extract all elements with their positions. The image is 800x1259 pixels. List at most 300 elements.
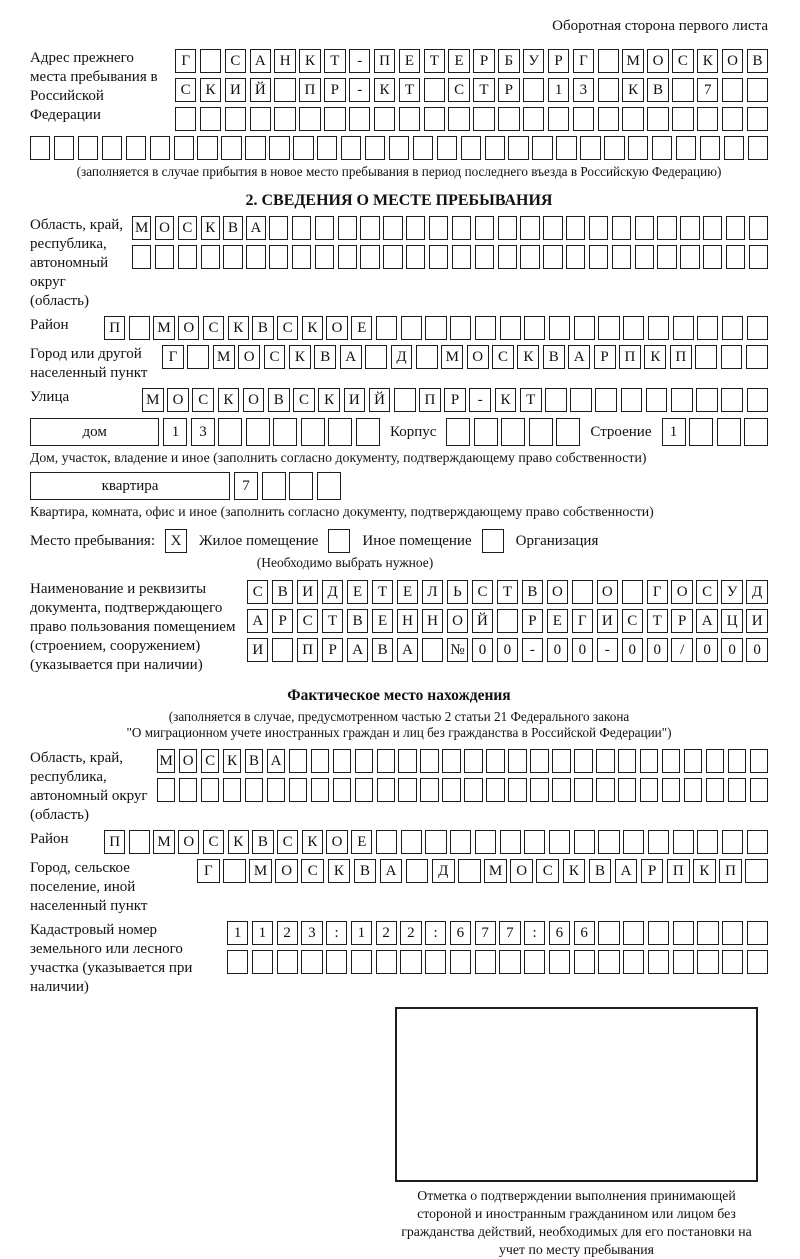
char-cell[interactable]: [524, 950, 545, 974]
char-cell[interactable]: [377, 778, 395, 802]
char-cell[interactable]: [598, 830, 619, 854]
char-cell[interactable]: Н: [422, 609, 443, 633]
char-cell[interactable]: [640, 778, 658, 802]
char-cell[interactable]: [549, 830, 570, 854]
char-cell[interactable]: [622, 580, 643, 604]
char-cell[interactable]: В: [589, 859, 612, 883]
char-cell[interactable]: Б: [498, 49, 519, 73]
char-cell[interactable]: [245, 778, 263, 802]
char-cell[interactable]: [532, 136, 552, 160]
char-cell[interactable]: [628, 136, 648, 160]
district-row[interactable]: [104, 316, 768, 340]
char-cell[interactable]: С: [492, 345, 514, 369]
char-cell[interactable]: [315, 245, 334, 269]
char-cell[interactable]: [673, 830, 694, 854]
char-cell[interactable]: Й: [472, 609, 493, 633]
char-cell[interactable]: [376, 830, 397, 854]
char-cell[interactable]: [221, 136, 241, 160]
char-cell[interactable]: [448, 107, 469, 131]
char-cell[interactable]: [648, 316, 669, 340]
char-cell[interactable]: [523, 78, 544, 102]
char-cell[interactable]: И: [344, 388, 366, 412]
char-cell[interactable]: [746, 345, 768, 369]
checkbox-organization[interactable]: [482, 529, 504, 553]
char-cell[interactable]: П: [299, 78, 320, 102]
char-cell[interactable]: -: [522, 638, 543, 662]
char-cell[interactable]: С: [277, 830, 298, 854]
char-cell[interactable]: [662, 749, 680, 773]
char-cell[interactable]: О: [547, 580, 568, 604]
char-cell[interactable]: 2: [400, 921, 421, 945]
char-cell[interactable]: К: [563, 859, 586, 883]
char-cell[interactable]: М: [441, 345, 463, 369]
char-cell[interactable]: 0: [696, 638, 717, 662]
char-cell[interactable]: П: [104, 830, 125, 854]
char-cell[interactable]: [499, 950, 520, 974]
char-cell[interactable]: С: [192, 388, 214, 412]
char-cell[interactable]: 0: [622, 638, 643, 662]
char-cell[interactable]: О: [178, 830, 199, 854]
char-cell[interactable]: [175, 107, 196, 131]
char-cell[interactable]: [399, 107, 420, 131]
char-cell[interactable]: 1: [227, 921, 248, 945]
char-cell[interactable]: [225, 107, 246, 131]
char-cell[interactable]: [338, 245, 357, 269]
char-cell[interactable]: [696, 388, 718, 412]
char-cell[interactable]: [552, 778, 570, 802]
char-cell[interactable]: 0: [746, 638, 767, 662]
char-cell[interactable]: В: [647, 78, 668, 102]
char-cell[interactable]: 7: [499, 921, 520, 945]
char-cell[interactable]: Н: [397, 609, 418, 633]
char-cell[interactable]: [360, 216, 379, 240]
char-cell[interactable]: Т: [322, 609, 343, 633]
char-cell[interactable]: [574, 950, 595, 974]
char-cell[interactable]: [574, 778, 592, 802]
char-cell[interactable]: [635, 245, 654, 269]
char-cell[interactable]: [623, 950, 644, 974]
char-cell[interactable]: [475, 316, 496, 340]
char-cell[interactable]: Р: [498, 78, 519, 102]
char-cell[interactable]: [598, 950, 619, 974]
char-cell[interactable]: [126, 136, 146, 160]
char-cell[interactable]: [267, 778, 285, 802]
char-cell[interactable]: [652, 136, 672, 160]
char-cell[interactable]: [604, 136, 624, 160]
char-cell[interactable]: [246, 418, 270, 446]
char-cell[interactable]: [750, 749, 768, 773]
char-cell[interactable]: [413, 136, 433, 160]
char-cell[interactable]: С: [297, 609, 318, 633]
char-cell[interactable]: 0: [647, 638, 668, 662]
char-cell[interactable]: В: [268, 388, 290, 412]
char-cell[interactable]: [728, 778, 746, 802]
char-cell[interactable]: [201, 778, 219, 802]
char-cell[interactable]: Г: [647, 580, 668, 604]
char-cell[interactable]: [223, 245, 242, 269]
char-cell[interactable]: 3: [191, 418, 215, 446]
char-cell[interactable]: К: [374, 78, 395, 102]
char-cell[interactable]: [497, 609, 518, 633]
char-cell[interactable]: [317, 136, 337, 160]
char-cell[interactable]: [726, 245, 745, 269]
char-cell[interactable]: -: [349, 78, 370, 102]
char-cell[interactable]: [545, 388, 567, 412]
char-cell[interactable]: [646, 388, 668, 412]
char-cell[interactable]: [703, 216, 722, 240]
char-cell[interactable]: Е: [547, 609, 568, 633]
char-cell[interactable]: [200, 49, 221, 73]
prev-address-row-2[interactable]: [175, 78, 768, 102]
char-cell[interactable]: Е: [372, 609, 393, 633]
char-cell[interactable]: П: [719, 859, 742, 883]
char-cell[interactable]: [697, 830, 718, 854]
char-cell[interactable]: [102, 136, 122, 160]
char-cell[interactable]: 7: [475, 921, 496, 945]
char-cell[interactable]: Т: [399, 78, 420, 102]
char-cell[interactable]: [245, 136, 265, 160]
char-cell[interactable]: [289, 472, 313, 500]
char-cell[interactable]: [452, 216, 471, 240]
prev-address-row-4[interactable]: [30, 136, 768, 160]
char-cell[interactable]: [684, 749, 702, 773]
char-cell[interactable]: [150, 136, 170, 160]
char-cell[interactable]: Е: [351, 316, 372, 340]
char-cell[interactable]: [416, 345, 438, 369]
char-cell[interactable]: [543, 216, 562, 240]
char-cell[interactable]: [227, 950, 248, 974]
char-cell[interactable]: О: [167, 388, 189, 412]
char-cell[interactable]: С: [175, 78, 196, 102]
char-cell[interactable]: К: [200, 78, 221, 102]
char-cell[interactable]: Д: [432, 859, 455, 883]
char-cell[interactable]: [747, 921, 768, 945]
char-cell[interactable]: Т: [647, 609, 668, 633]
char-cell[interactable]: [549, 316, 570, 340]
char-cell[interactable]: [475, 950, 496, 974]
char-cell[interactable]: [365, 345, 387, 369]
char-cell[interactable]: И: [225, 78, 246, 102]
char-cell[interactable]: 0: [572, 638, 593, 662]
char-cell[interactable]: [383, 216, 402, 240]
char-cell[interactable]: [292, 216, 311, 240]
char-cell[interactable]: В: [522, 580, 543, 604]
char-cell[interactable]: №: [447, 638, 468, 662]
char-cell[interactable]: Й: [369, 388, 391, 412]
char-cell[interactable]: :: [326, 921, 347, 945]
char-cell[interactable]: [622, 107, 643, 131]
actual-region-row-1[interactable]: [157, 749, 768, 773]
char-cell[interactable]: [474, 418, 498, 446]
char-cell[interactable]: К: [697, 49, 718, 73]
char-cell[interactable]: М: [153, 316, 174, 340]
char-cell[interactable]: [398, 749, 416, 773]
char-cell[interactable]: [573, 107, 594, 131]
char-cell[interactable]: [356, 418, 380, 446]
char-cell[interactable]: М: [249, 859, 272, 883]
char-cell[interactable]: [333, 749, 351, 773]
char-cell[interactable]: Р: [473, 49, 494, 73]
char-cell[interactable]: П: [619, 345, 641, 369]
char-cell[interactable]: [360, 245, 379, 269]
char-cell[interactable]: [500, 316, 521, 340]
char-cell[interactable]: 0: [472, 638, 493, 662]
char-cell[interactable]: В: [252, 830, 273, 854]
char-cell[interactable]: [508, 136, 528, 160]
char-cell[interactable]: [406, 216, 425, 240]
char-cell[interactable]: [598, 78, 619, 102]
char-cell[interactable]: [250, 107, 271, 131]
char-cell[interactable]: 0: [497, 638, 518, 662]
char-cell[interactable]: Т: [520, 388, 542, 412]
char-cell[interactable]: 6: [450, 921, 471, 945]
char-cell[interactable]: С: [247, 580, 268, 604]
char-cell[interactable]: Д: [391, 345, 413, 369]
char-cell[interactable]: [355, 778, 373, 802]
char-cell[interactable]: С: [696, 580, 717, 604]
char-cell[interactable]: Р: [641, 859, 664, 883]
char-cell[interactable]: [721, 388, 743, 412]
char-cell[interactable]: -: [469, 388, 491, 412]
checkbox-other-premises[interactable]: [328, 529, 350, 553]
char-cell[interactable]: С: [178, 216, 197, 240]
char-cell[interactable]: [424, 107, 445, 131]
char-cell[interactable]: [262, 472, 286, 500]
char-cell[interactable]: [218, 418, 242, 446]
char-cell[interactable]: [703, 245, 722, 269]
char-cell[interactable]: [680, 216, 699, 240]
char-cell[interactable]: С: [201, 749, 219, 773]
char-cell[interactable]: [461, 136, 481, 160]
char-cell[interactable]: 7: [234, 472, 258, 500]
title-document-row-3[interactable]: [247, 638, 768, 662]
char-cell[interactable]: [722, 107, 743, 131]
char-cell[interactable]: К: [318, 388, 340, 412]
char-cell[interactable]: [618, 778, 636, 802]
char-cell[interactable]: [425, 316, 446, 340]
char-cell[interactable]: [749, 245, 768, 269]
char-cell[interactable]: [747, 78, 768, 102]
char-cell[interactable]: [706, 749, 724, 773]
char-cell[interactable]: [301, 950, 322, 974]
char-cell[interactable]: [662, 778, 680, 802]
char-cell[interactable]: [498, 245, 517, 269]
char-cell[interactable]: [424, 78, 445, 102]
char-cell[interactable]: А: [247, 609, 268, 633]
char-cell[interactable]: [552, 749, 570, 773]
char-cell[interactable]: [292, 245, 311, 269]
char-cell[interactable]: [157, 778, 175, 802]
char-cell[interactable]: [529, 418, 553, 446]
char-cell[interactable]: К: [289, 345, 311, 369]
char-cell[interactable]: 1: [662, 418, 686, 446]
char-cell[interactable]: [273, 418, 297, 446]
char-cell[interactable]: Р: [324, 78, 345, 102]
char-cell[interactable]: А: [340, 345, 362, 369]
char-cell[interactable]: [570, 388, 592, 412]
char-cell[interactable]: У: [523, 49, 544, 73]
house-cells[interactable]: [163, 418, 380, 446]
prev-address-row-3[interactable]: [175, 107, 768, 131]
char-cell[interactable]: О: [647, 49, 668, 73]
char-cell[interactable]: А: [397, 638, 418, 662]
char-cell[interactable]: [612, 245, 631, 269]
char-cell[interactable]: К: [299, 49, 320, 73]
char-cell[interactable]: [598, 316, 619, 340]
char-cell[interactable]: Ь: [447, 580, 468, 604]
char-cell[interactable]: Л: [422, 580, 443, 604]
char-cell[interactable]: [324, 107, 345, 131]
actual-city-row[interactable]: [197, 859, 768, 883]
char-cell[interactable]: О: [326, 316, 347, 340]
char-cell[interactable]: [333, 778, 351, 802]
cadastral-row-1[interactable]: [227, 921, 768, 945]
char-cell[interactable]: [252, 950, 273, 974]
char-cell[interactable]: [695, 345, 717, 369]
char-cell[interactable]: [132, 245, 151, 269]
char-cell[interactable]: А: [246, 216, 265, 240]
char-cell[interactable]: [572, 580, 593, 604]
char-cell[interactable]: [293, 136, 313, 160]
char-cell[interactable]: Д: [322, 580, 343, 604]
char-cell[interactable]: Р: [272, 609, 293, 633]
title-document-row-1[interactable]: [247, 580, 768, 604]
char-cell[interactable]: К: [228, 830, 249, 854]
char-cell[interactable]: Т: [473, 78, 494, 102]
char-cell[interactable]: [621, 388, 643, 412]
char-cell[interactable]: -: [597, 638, 618, 662]
char-cell[interactable]: [722, 950, 743, 974]
char-cell[interactable]: 3: [301, 921, 322, 945]
char-cell[interactable]: [647, 107, 668, 131]
char-cell[interactable]: Е: [347, 580, 368, 604]
char-cell[interactable]: [612, 216, 631, 240]
char-cell[interactable]: [589, 245, 608, 269]
char-cell[interactable]: [269, 245, 288, 269]
char-cell[interactable]: [595, 388, 617, 412]
char-cell[interactable]: [450, 950, 471, 974]
char-cell[interactable]: В: [272, 580, 293, 604]
char-cell[interactable]: О: [243, 388, 265, 412]
char-cell[interactable]: П: [667, 859, 690, 883]
char-cell[interactable]: М: [153, 830, 174, 854]
char-cell[interactable]: [700, 136, 720, 160]
char-cell[interactable]: Н: [274, 49, 295, 73]
char-cell[interactable]: [543, 245, 562, 269]
char-cell[interactable]: :: [524, 921, 545, 945]
char-cell[interactable]: [706, 778, 724, 802]
char-cell[interactable]: [155, 245, 174, 269]
char-cell[interactable]: [269, 136, 289, 160]
char-cell[interactable]: А: [250, 49, 271, 73]
char-cell[interactable]: [376, 316, 397, 340]
char-cell[interactable]: К: [644, 345, 666, 369]
char-cell[interactable]: В: [314, 345, 336, 369]
char-cell[interactable]: [485, 136, 505, 160]
char-cell[interactable]: М: [142, 388, 164, 412]
actual-district-row[interactable]: [104, 830, 768, 854]
char-cell[interactable]: [657, 245, 676, 269]
char-cell[interactable]: [406, 859, 429, 883]
char-cell[interactable]: К: [223, 749, 241, 773]
char-cell[interactable]: [680, 245, 699, 269]
char-cell[interactable]: [422, 638, 443, 662]
char-cell[interactable]: А: [267, 749, 285, 773]
char-cell[interactable]: :: [425, 921, 446, 945]
char-cell[interactable]: [425, 830, 446, 854]
cadastral-row-2[interactable]: [227, 950, 768, 974]
char-cell[interactable]: С: [225, 49, 246, 73]
char-cell[interactable]: О: [179, 749, 197, 773]
char-cell[interactable]: О: [722, 49, 743, 73]
char-cell[interactable]: Р: [522, 609, 543, 633]
char-cell[interactable]: П: [104, 316, 125, 340]
char-cell[interactable]: Г: [162, 345, 184, 369]
char-cell[interactable]: [429, 216, 448, 240]
char-cell[interactable]: [486, 749, 504, 773]
char-cell[interactable]: [401, 830, 422, 854]
char-cell[interactable]: [697, 950, 718, 974]
char-cell[interactable]: [272, 638, 293, 662]
char-cell[interactable]: [726, 216, 745, 240]
char-cell[interactable]: [269, 216, 288, 240]
char-cell[interactable]: [747, 830, 768, 854]
char-cell[interactable]: О: [447, 609, 468, 633]
street-row[interactable]: [142, 388, 768, 412]
char-cell[interactable]: [598, 49, 619, 73]
char-cell[interactable]: [326, 950, 347, 974]
char-cell[interactable]: О: [510, 859, 533, 883]
char-cell[interactable]: [437, 136, 457, 160]
char-cell[interactable]: [524, 316, 545, 340]
char-cell[interactable]: [672, 78, 693, 102]
char-cell[interactable]: [717, 418, 741, 446]
char-cell[interactable]: [301, 418, 325, 446]
char-cell[interactable]: [548, 107, 569, 131]
char-cell[interactable]: [648, 921, 669, 945]
char-cell[interactable]: [589, 216, 608, 240]
char-cell[interactable]: А: [380, 859, 403, 883]
char-cell[interactable]: -: [349, 49, 370, 73]
char-cell[interactable]: [549, 950, 570, 974]
char-cell[interactable]: [574, 316, 595, 340]
char-cell[interactable]: [442, 749, 460, 773]
char-cell[interactable]: [524, 830, 545, 854]
char-cell[interactable]: [648, 950, 669, 974]
char-cell[interactable]: [566, 245, 585, 269]
char-cell[interactable]: [277, 950, 298, 974]
char-cell[interactable]: С: [264, 345, 286, 369]
char-cell[interactable]: П: [419, 388, 441, 412]
char-cell[interactable]: К: [302, 316, 323, 340]
char-cell[interactable]: С: [301, 859, 324, 883]
char-cell[interactable]: В: [543, 345, 565, 369]
char-cell[interactable]: Е: [399, 49, 420, 73]
char-cell[interactable]: И: [297, 580, 318, 604]
char-cell[interactable]: 1: [252, 921, 273, 945]
char-cell[interactable]: [556, 418, 580, 446]
korpus-cells[interactable]: [446, 418, 580, 446]
char-cell[interactable]: [523, 107, 544, 131]
char-cell[interactable]: [728, 749, 746, 773]
char-cell[interactable]: Ц: [721, 609, 742, 633]
char-cell[interactable]: [747, 107, 768, 131]
char-cell[interactable]: Г: [573, 49, 594, 73]
char-cell[interactable]: [311, 749, 329, 773]
region-row-1[interactable]: [132, 216, 768, 240]
char-cell[interactable]: Р: [671, 609, 692, 633]
char-cell[interactable]: [498, 216, 517, 240]
